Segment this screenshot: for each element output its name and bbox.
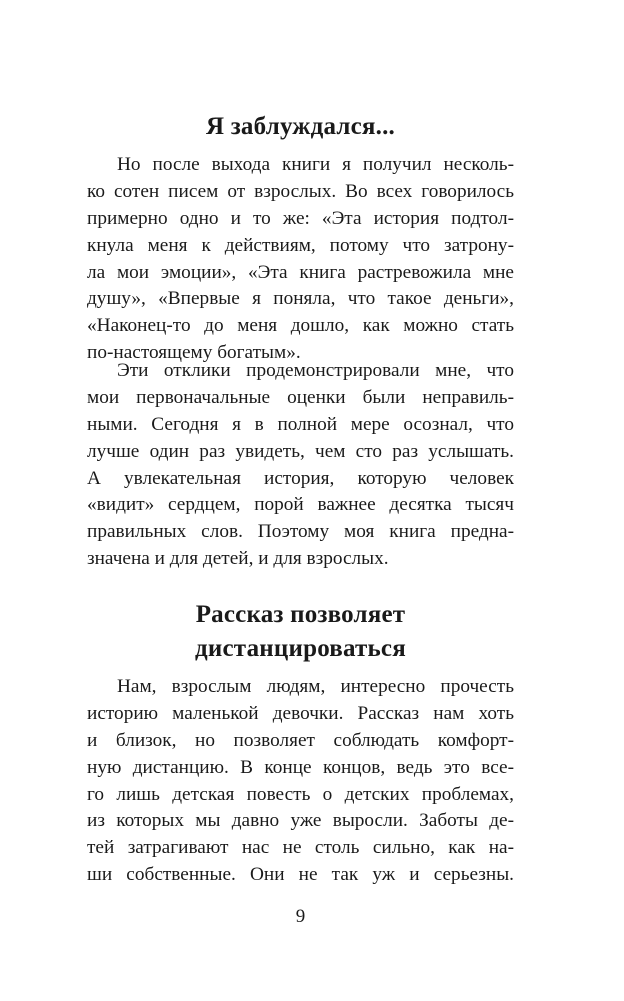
text-line: мои первоначальные оценки были неправиль-: [87, 386, 514, 408]
section-title-2: [87, 598, 514, 666]
text-line: ши собственные. Они не так уж и серьезны.: [87, 864, 514, 886]
section-title-2-line-1: Рассказ позволяет: [195, 601, 406, 628]
text-line: ла мои эмоции», «Эта книга растревожила мне: [87, 261, 514, 283]
text-line: правильных слов. Поэтому моя книга предна-: [87, 521, 514, 543]
text-line: лучше один раз увидеть, чем сто раз услышать.: [87, 440, 514, 462]
text-line: го лишь детская повесть о детских проблемах,: [87, 783, 514, 805]
text-line: Нам, взрослым людям, интересно прочесть: [117, 676, 514, 697]
text-line: Эти отклики продемонстрировали мне, что: [117, 360, 514, 381]
text-line: кнула меня к действиям, потому что затрону-: [87, 234, 514, 256]
page-number: 9: [295, 906, 306, 927]
text-line: по-настоящему богатым».: [87, 342, 301, 364]
section-title-1: Я заблуждался...: [205, 113, 395, 140]
text-line: и близок, но позволяет соблюдать комфорт-: [87, 729, 514, 751]
text-line: ными. Сегодня я в полной мере осознал, что: [87, 413, 514, 435]
text-line: «видит» сердцем, порой важнее десятка тысяч: [87, 494, 514, 516]
text-line: из которых мы давно уже выросли. Заботы де-: [87, 810, 514, 832]
text-line: ко сотен писем от взрослых. Во всех говорилось: [87, 180, 514, 202]
paragraph-2: [87, 358, 514, 573]
text-line: А увлекательная история, которую человек: [87, 467, 514, 489]
text-line: историю маленькой девочки. Рассказ нам хоть: [87, 702, 514, 724]
text-line: ную дистанцию. В конце концов, ведь это все-: [87, 756, 514, 778]
text-line: значена и для детей, и для взрослых.: [87, 548, 389, 570]
text-line: Но после выхода книги я получил несколь-: [117, 154, 514, 175]
text-line: душу», «Впервые я поняла, что такое деньги»,: [87, 288, 514, 310]
paragraph-1: [87, 152, 514, 367]
text-line: тей затрагивают нас не столь сильно, как на-: [87, 837, 514, 859]
text-line: примерно одно и то же: «Эта история подтол-: [87, 207, 514, 229]
text-line: «Наконец-то до меня дошло, как можно стать: [87, 315, 514, 337]
paragraph-3: [87, 674, 514, 889]
section-title-2-line-2: дистанцироваться: [195, 635, 406, 662]
